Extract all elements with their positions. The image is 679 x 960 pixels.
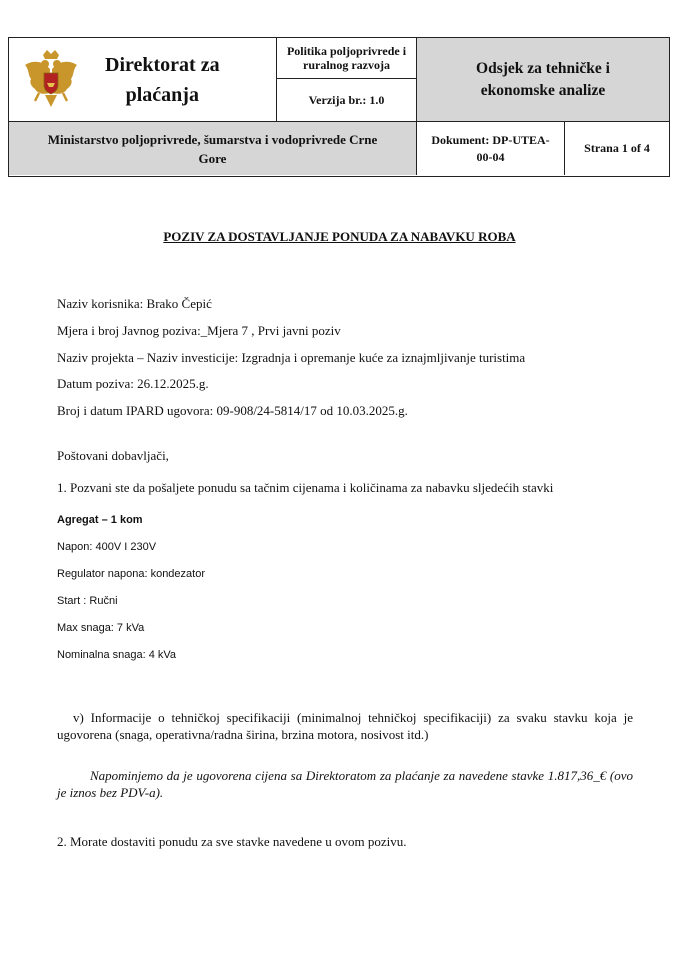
call-date: Datum poziva: 26.12.2025.g. [57, 376, 209, 391]
agency-name [105, 50, 220, 110]
version-cell [277, 79, 417, 122]
page-number: Strana 1 of 4 [584, 141, 650, 155]
ministry-line1: Ministarstvo poljoprivrede, šumarstva i vodoprivrede Crne [47, 131, 378, 147]
point-1: 1. Pozvani ste da pošaljete ponudu sa tačnim cijenama i količinama za nabavku sljedećih stavki [57, 480, 554, 495]
item-name: Agregat – 1 kom [57, 514, 143, 526]
document-id-line1: Dokument: DP-UTEA- [431, 132, 550, 147]
item-spec-start: Start : Ručni [57, 595, 118, 607]
policy-cell [277, 38, 417, 79]
version-label: Verzija br.: 1.0 [308, 92, 385, 107]
page-number-cell [565, 122, 669, 175]
document-title: POZIV ZA DOSTAVLJANJE PONUDA ZA NABAVKU ROBA [163, 229, 516, 244]
call-measure: Mjera i broj Javnog poziva:_Mjera 7 , Prvi javni poziv [57, 323, 341, 338]
beneficiary-name: Naziv korisnika: Brako Čepić [57, 296, 212, 311]
policy-line2: ruralnog razvoja [303, 58, 390, 72]
project-name: Naziv projekta – Naziv investicije: Izgradnja i opremanje kuće za iznajmljivanje turistima [57, 350, 526, 365]
agency-name-line1: Direktorat za [105, 53, 220, 76]
item-spec-nominal-power: Nominalna snaga: 4 kVa [57, 649, 177, 661]
document-id-cell [417, 122, 565, 175]
tech-spec-info: v) Informacije o tehničkoj specifikaciji (minimalnoj tehničkoj specifikaciji) za svaku stavku koja je ugovorena (snaga, operativna/radna širina, brzina motora, nosivost itd.) [57, 710, 633, 742]
item-spec-max-power: Max snaga: 7 kVa [57, 622, 145, 634]
department-cell [417, 38, 669, 122]
agency-name-line2: plaćanja [125, 83, 199, 106]
ministry-line2: Gore [198, 150, 227, 166]
point-2: 2. Morate dostaviti ponudu za sve stavke navedene u ovom pozivu. [57, 834, 407, 849]
montenegro-coat-of-arms-icon [23, 49, 79, 111]
ipard-contract: Broj i datum IPARD ugovora: 09-908/24-5814/17 od 10.03.2025.g. [57, 403, 408, 418]
greeting: Poštovani dobavljači, [57, 448, 169, 463]
price-note: Napominjemo da je ugovorena cijena sa Direktoratom za plaćanje za navedene stavke 1.817,36_€ (ovo je iznos bez PDV-a). [57, 768, 633, 800]
document-id-line2: 00-04 [476, 149, 505, 164]
item-spec-regulator: Regulator napona: kondezator [57, 568, 205, 580]
ministry-cell [9, 122, 417, 175]
department-line1: Odsjek za tehničke i [476, 59, 610, 77]
department-line2: ekonomske analize [480, 81, 606, 99]
policy-line1: Politika poljoprivrede i [286, 44, 407, 58]
document-header [8, 37, 670, 177]
agency-cell [9, 38, 277, 122]
item-spec-voltage: Napon: 400V I 230V [57, 541, 157, 553]
